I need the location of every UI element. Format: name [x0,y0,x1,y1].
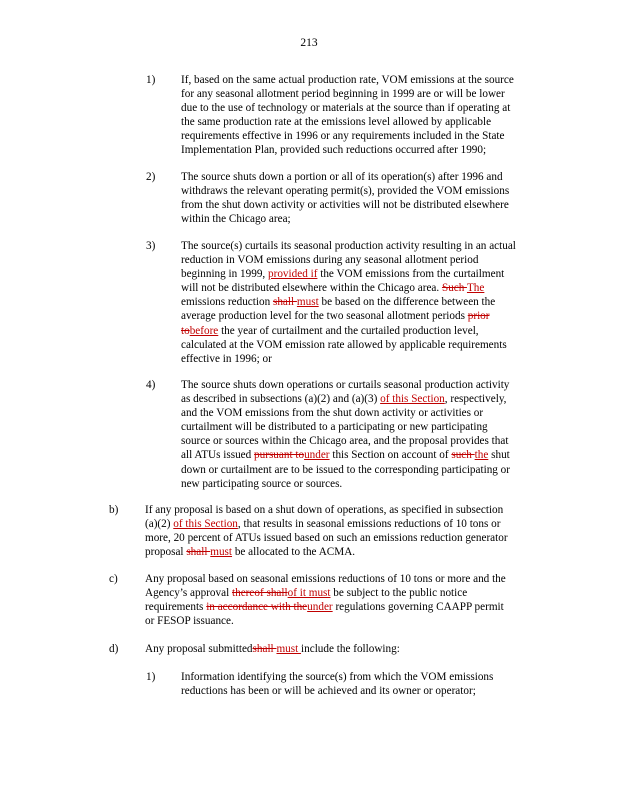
text-run: reduction in VOM emissions during any seasonal allotment period [181,254,479,267]
deleted-text: to [181,324,190,337]
deleted-text: in accordance with the [206,601,308,614]
text-line [181,101,514,115]
text-line [181,267,516,281]
text-line [181,392,510,406]
text-line [181,463,510,477]
text-line [181,477,510,491]
text-run: beginning in 1999, [181,268,269,281]
deleted-text: Such [441,282,467,295]
text-run: more, 20 percent of ATUs issued based on such an emissions reduction generator [145,532,508,545]
text-line [181,239,516,253]
text-run: reductions has been or will be achieved and its owner or operator; [181,685,476,698]
text-line [181,115,514,129]
numbered-paragraph [181,170,509,226]
text-run: for any seasonal allotment period beginning in 1999 are or will be lower [181,88,505,101]
deleted-text: pursuant to [254,449,305,462]
text-run: as described in subsections (a)(2) and (a)(3) [181,393,381,406]
text-line [145,517,508,531]
text-run: proposal [145,546,187,559]
text-line [145,600,506,614]
text-line [181,309,516,323]
item-label: 1) [146,671,156,683]
text-line [181,406,510,420]
text-line [145,642,400,656]
inserted-text: of this Section [380,393,445,406]
text-run: all ATUs issued [181,449,255,462]
item-label: b) [109,504,119,516]
text-line [181,378,510,392]
inserted-text: must [296,296,319,309]
text-line [181,448,510,462]
item-label: 4) [146,379,156,391]
text-line [181,434,510,448]
text-run: the year of curtailment and the curtailed production level, [218,324,479,337]
text-run: If any proposal is based on a shut down of operations, as specified in subsection [145,504,504,516]
text-line [181,143,514,157]
text-run: (a)(2) [145,518,174,531]
text-run: from the shut down activity or activities will not be distributed elsewhere [181,199,509,212]
text-run: be allocated to the ACMA. [232,546,356,559]
inserted-text: under [307,601,333,614]
item-label: 2) [146,171,156,183]
text-line [181,670,493,684]
item-label: 1) [146,74,156,86]
inserted-text: under [304,449,330,462]
text-run: the VOM emissions from the curtailment [317,268,505,281]
text-line [181,73,514,87]
inserted-text: of it must [287,587,331,600]
text-run: requirements effective in 1996 or any requirements included in the State [181,130,505,143]
text-line [145,572,506,586]
item-label: 3) [146,240,156,252]
deleted-text: shall [186,546,211,559]
inserted-text: must [276,643,302,655]
text-run: Any proposal based on seasonal emissions reductions of 10 tons or more and the [145,573,506,585]
text-run: and the VOM emissions from the shut down activity or activities or [181,407,484,420]
text-run: curtailment will be distributed to a participating or new participating [181,421,488,434]
deleted-text: shall [272,296,297,309]
inserted-text: provided if [268,268,318,281]
text-line [181,338,516,352]
text-line [181,87,514,101]
text-line [145,503,508,517]
text-line [181,295,516,309]
text-run: Agency’s approval [145,587,232,600]
text-run: average production level for the two seasonal allotment periods [181,310,468,323]
text-run: within the Chicago area; [181,213,291,226]
text-line [181,198,509,212]
text-line [145,545,508,559]
text-line [181,281,516,295]
text-run: will not be distributed elsewhere within the Chicago area. [181,282,442,295]
item-label: d) [109,643,119,655]
numbered-paragraph [181,73,514,158]
numbered-paragraph [181,239,516,366]
text-run: The source shuts down operations or curtails seasonal production activity [181,379,510,391]
text-run: withdraws the relevant operating permit(s), provided the VOM emissions [181,185,510,198]
numbered-paragraph [181,670,493,698]
text-run: include the following: [301,643,400,655]
text-line [145,531,508,545]
text-run: The source shuts down a portion or all of its operation(s) after 1996 and [181,171,503,183]
text-line [181,184,509,198]
text-run: the same production rate at the emissions level allowed by applicable [181,116,492,129]
text-run: Implementation Plan, provided such reductions occurred after 1990; [181,144,487,157]
text-line [181,170,509,184]
text-line [145,614,506,628]
text-line [181,420,510,434]
text-line [145,586,506,600]
deleted-text: thereof shall [232,587,288,600]
text-run: emissions reduction [181,296,273,309]
item-label: c) [109,573,118,585]
deleted-text: such [451,449,475,462]
text-run: , that results in seasonal emissions reductions of 10 tons or [237,518,501,531]
text-run: , respectively, [444,393,507,406]
text-run: shut [488,449,510,462]
inserted-text: before [189,324,219,337]
deleted-text: shall [252,643,277,655]
inserted-text: The [466,282,485,295]
lettered-paragraph [145,503,508,559]
text-run: be subject to the public notice [330,587,468,600]
text-line [181,352,516,366]
page-number: 213 [300,37,318,49]
text-run: this Section on account of [329,449,452,462]
text-run: effective in 1996; or [181,352,272,365]
text-line [181,253,516,267]
text-line [181,129,514,143]
text-run: source or sources within the Chicago area, and the proposal provides that [181,435,509,448]
text-run: or FESOP issuance. [145,615,234,628]
lettered-paragraph [145,572,506,628]
deleted-text: prior [467,310,490,323]
text-run: regulations governing CAAPP permit [332,601,504,614]
lettered-paragraph [145,642,400,656]
text-run: Any proposal submitted [145,643,253,655]
text-line [181,324,516,338]
text-run: The source(s) curtails its seasonal production activity resulting in an actual [181,240,516,252]
text-run: requirements [145,601,207,614]
inserted-text: must [210,546,233,559]
text-run: Information identifying the source(s) from which the VOM emissions [181,671,494,683]
text-run: be based on the difference between the [318,296,496,309]
text-run: new participating source or sources. [181,477,343,490]
inserted-text: of this Section [173,518,238,531]
text-run: calculated at the VOM emission rate allowed by applicable requirements [181,338,507,351]
inserted-text: the [474,449,489,462]
text-line [181,684,493,698]
text-run: due to the use of technology or materials at the source than if operating at [181,102,511,115]
text-run: down or curtailment are to be issued to the corresponding participating or [181,463,511,476]
text-line [181,212,509,226]
numbered-paragraph [181,378,510,491]
text-run: If, based on the same actual production rate, VOM emissions at the source [181,74,514,86]
